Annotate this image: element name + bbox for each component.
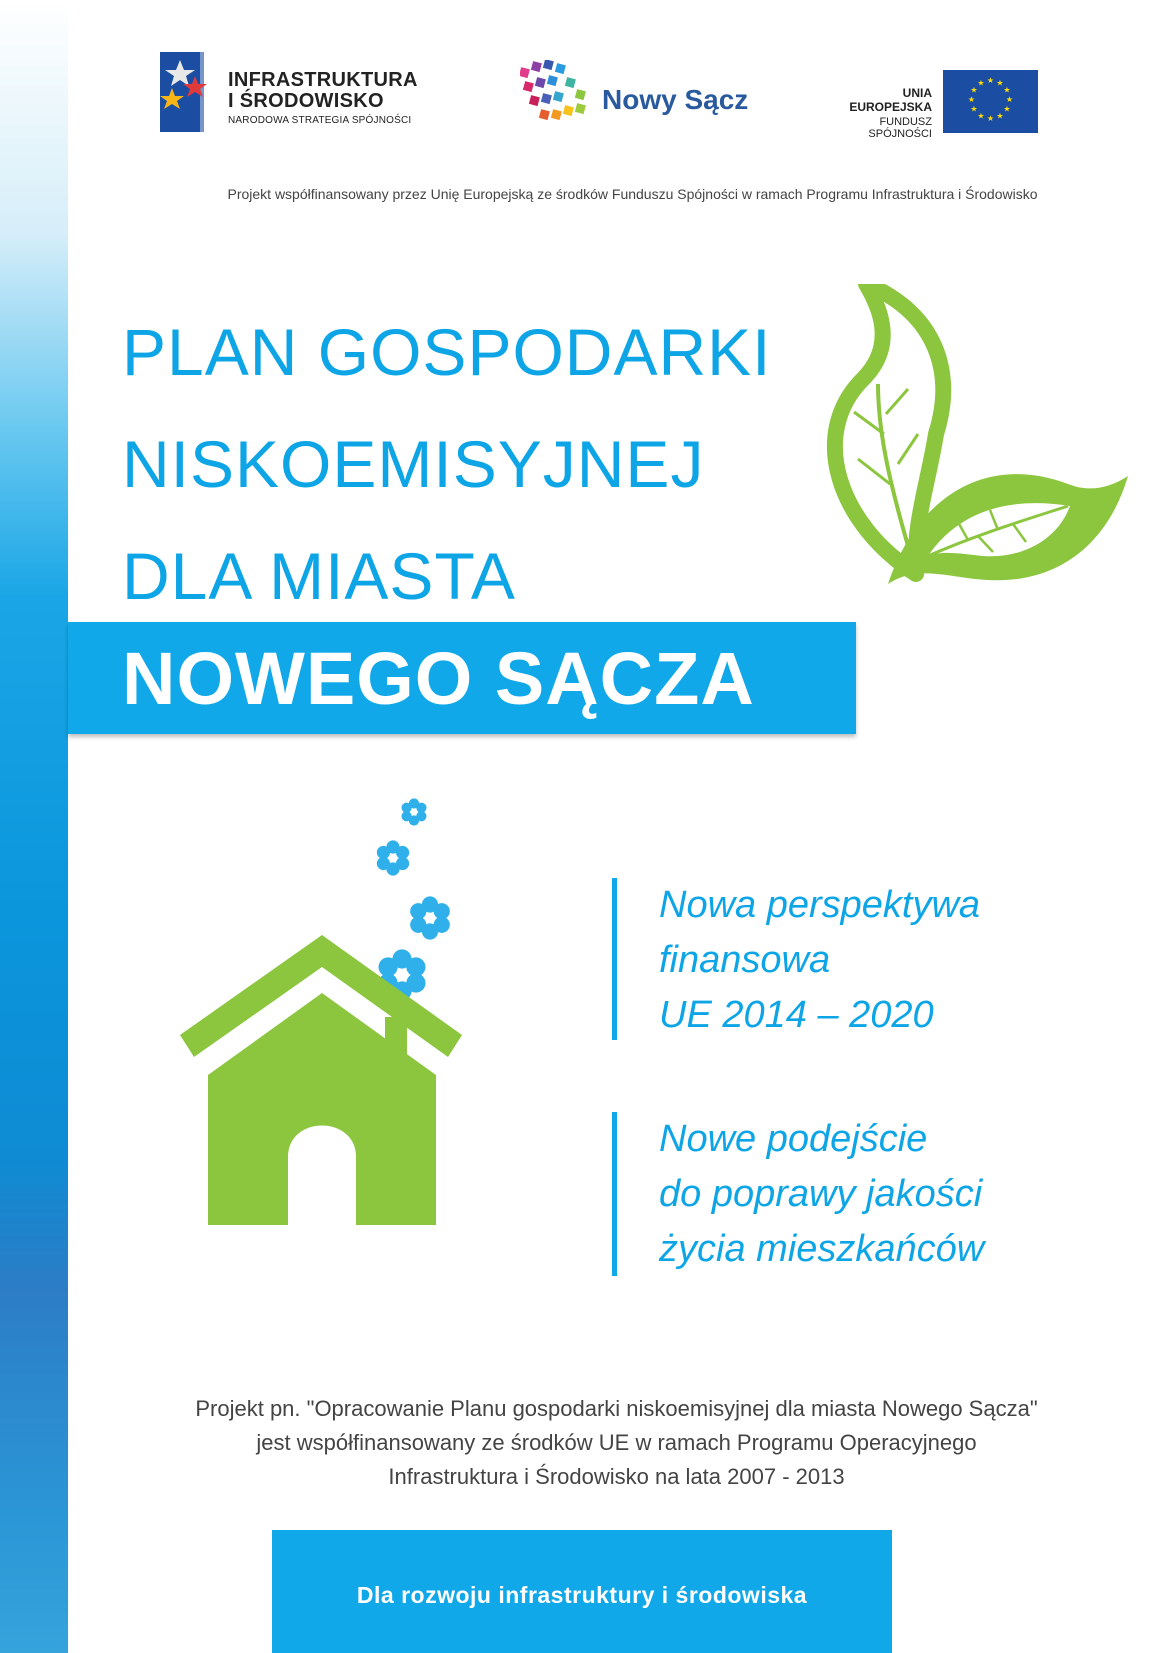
logo-line-srodowisko: I ŚRODOWISKO [228,90,384,112]
project-note [68,1392,1165,1494]
main-title [122,296,772,632]
nowy-sacz-logo-text: Nowy Sącz [602,84,749,115]
svg-text:★: ★ [996,111,1004,121]
slogan-text: Dla rozwoju infrastruktury i środowiska [356,1582,808,1608]
title-highlight-band [68,622,856,734]
svg-text:★: ★ [970,85,978,95]
title-line-3: DLA MIASTA [122,539,516,613]
perspective-line-3: UE 2014 – 2020 [659,994,934,1036]
logo-line-infrastruktura: INFRASTRUKTURA [228,69,418,91]
title-highlight: NOWEGO SĄCZA [122,637,755,720]
eu-cohesion-fund-logo [820,68,1050,140]
eu-logo-line1: UNIA EUROPEJSKA [849,86,932,114]
snowflake-icon [402,798,427,825]
svg-text:★: ★ [996,78,1004,88]
infrastruktura-emblem-icon [160,48,222,136]
nowy-sacz-logo [520,60,750,132]
nowy-sacz-hands-icon [520,60,592,132]
infrastruktura-logo [160,48,430,140]
title-line-1: PLAN GOSPODARKI [122,315,772,389]
perspective-line-1: Nowa perspektywa [659,884,981,926]
project-note-line-1: Projekt pn. "Opracowanie Planu gospodarki niskoemisyjnej dla miasta Nowego Sącza" [195,1396,1038,1421]
svg-text:★: ★ [1003,104,1011,114]
eu-logo-line2: FUNDUSZ SPÓJNOŚCI [868,116,932,140]
approach-statement [612,1112,984,1276]
project-note-line-3: Infrastruktura i Środowisko na lata 2007 - 2013 [388,1464,845,1489]
slogan-box [272,1530,892,1653]
svg-text:★: ★ [967,95,976,104]
snowflake-icon [377,840,409,875]
green-house-icon [180,795,470,1225]
perspective-line-2: finansowa [659,939,831,981]
svg-text:★: ★ [970,104,978,114]
snowflake-icon [410,896,450,939]
perspective-statement [612,878,980,1040]
title-line-2: NISKOEMISYJNEJ [122,427,705,501]
svg-text:★: ★ [1005,95,1014,104]
svg-text:★: ★ [977,78,985,88]
approach-line-1: Nowe podejście [659,1118,928,1160]
eu-flag-icon [943,70,1038,133]
svg-text:★: ★ [986,114,995,123]
svg-text:★: ★ [986,76,995,85]
green-leaves-icon [818,284,1130,614]
project-note-line-2: jest współfinansowany ze środków UE w ramach Programu Operacyjnego [256,1430,977,1455]
svg-text:★: ★ [977,111,985,121]
approach-line-3: życia mieszkańców [659,1228,985,1270]
logo-line-strategia: NARODOWA STRATEGIA SPÓJNOŚCI [228,115,412,126]
cofinance-note: Projekt współfinansowany przez Unię Europejską ze środków Funduszu Spójności w ramach Programu Infrastruktura i Środowisko [227,186,1038,202]
approach-line-2: do poprawy jakości [659,1173,983,1215]
svg-text:★: ★ [1003,85,1011,95]
left-gradient-bar [0,0,68,1653]
